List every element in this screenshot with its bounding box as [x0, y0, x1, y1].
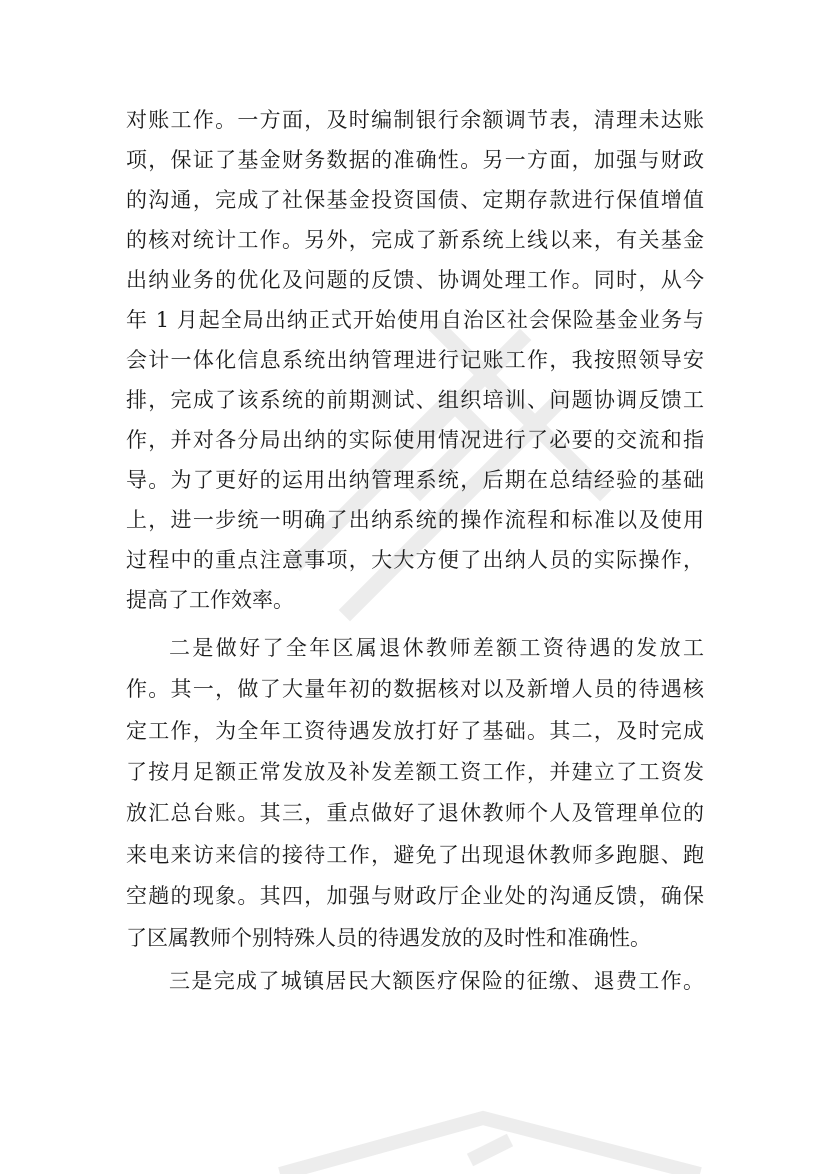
- text-line: 三是完成了城镇居民大额医疗保险的征缴、退费工作。: [169, 969, 704, 993]
- text-line: 作。其一，做了大量年初的数据核对以及新增人员的待遇核: [126, 677, 704, 701]
- text-line: 作，并对各分局出纳的实际使用情况进行了必要的交流和指: [126, 428, 704, 452]
- text-line: 的核对统计工作。另外，完成了新系统上线以来，有关基金: [126, 228, 704, 252]
- text-line: 过程中的重点注意事项，大大方便了出纳人员的实际操作，: [126, 548, 704, 572]
- text-line: 导。为了更好的运用出纳管理系统，后期在总结经验的基础: [126, 468, 704, 492]
- text-line: 会计一体化信息系统出纳管理进行记账工作，我按照领导安: [126, 348, 704, 372]
- text-line: 来电来访来信的接待工作，避免了出现退休教师多跑腿、跑: [126, 843, 704, 867]
- text-line: 提高了工作效率。: [126, 588, 294, 612]
- text-line: 的沟通，完成了社保基金投资国债、定期存款进行保值增值: [126, 188, 704, 212]
- text-line: 定工作，为全年工资待遇发放打好了基础。其二，及时完成: [126, 719, 704, 743]
- text-line: 年 1 月起全局出纳正式开始使用自治区社会保险基金业务与: [126, 308, 704, 332]
- text-line: 项，保证了基金财务数据的准确性。另一方面，加强与财政: [126, 148, 704, 172]
- text-line: 上，进一步统一明确了出纳系统的操作流程和标准以及使用: [126, 508, 704, 532]
- text-line: 二是做好了全年区属退休教师差额工资待遇的发放工: [169, 636, 704, 660]
- text-line: 了区属教师个别特殊人员的待遇发放的及时性和准确性。: [126, 926, 651, 950]
- text-line: 出纳业务的优化及问题的反馈、协调处理工作。同时，从今: [126, 268, 704, 292]
- text-line: 放汇总台账。其三，重点做好了退休教师个人及管理单位的: [126, 801, 704, 825]
- text-line: 对账工作。一方面，及时编制银行余额调节表，清理未达账: [126, 108, 704, 132]
- text-line: 了按月足额正常发放及补发差额工资工作，并建立了工资发: [126, 760, 704, 784]
- text-line: 排，完成了该系统的前期测试、组织培训、问题协调反馈工: [126, 388, 704, 412]
- text-line: 空趟的现象。其四，加强与财政厅企业处的沟通反馈，确保: [126, 884, 704, 908]
